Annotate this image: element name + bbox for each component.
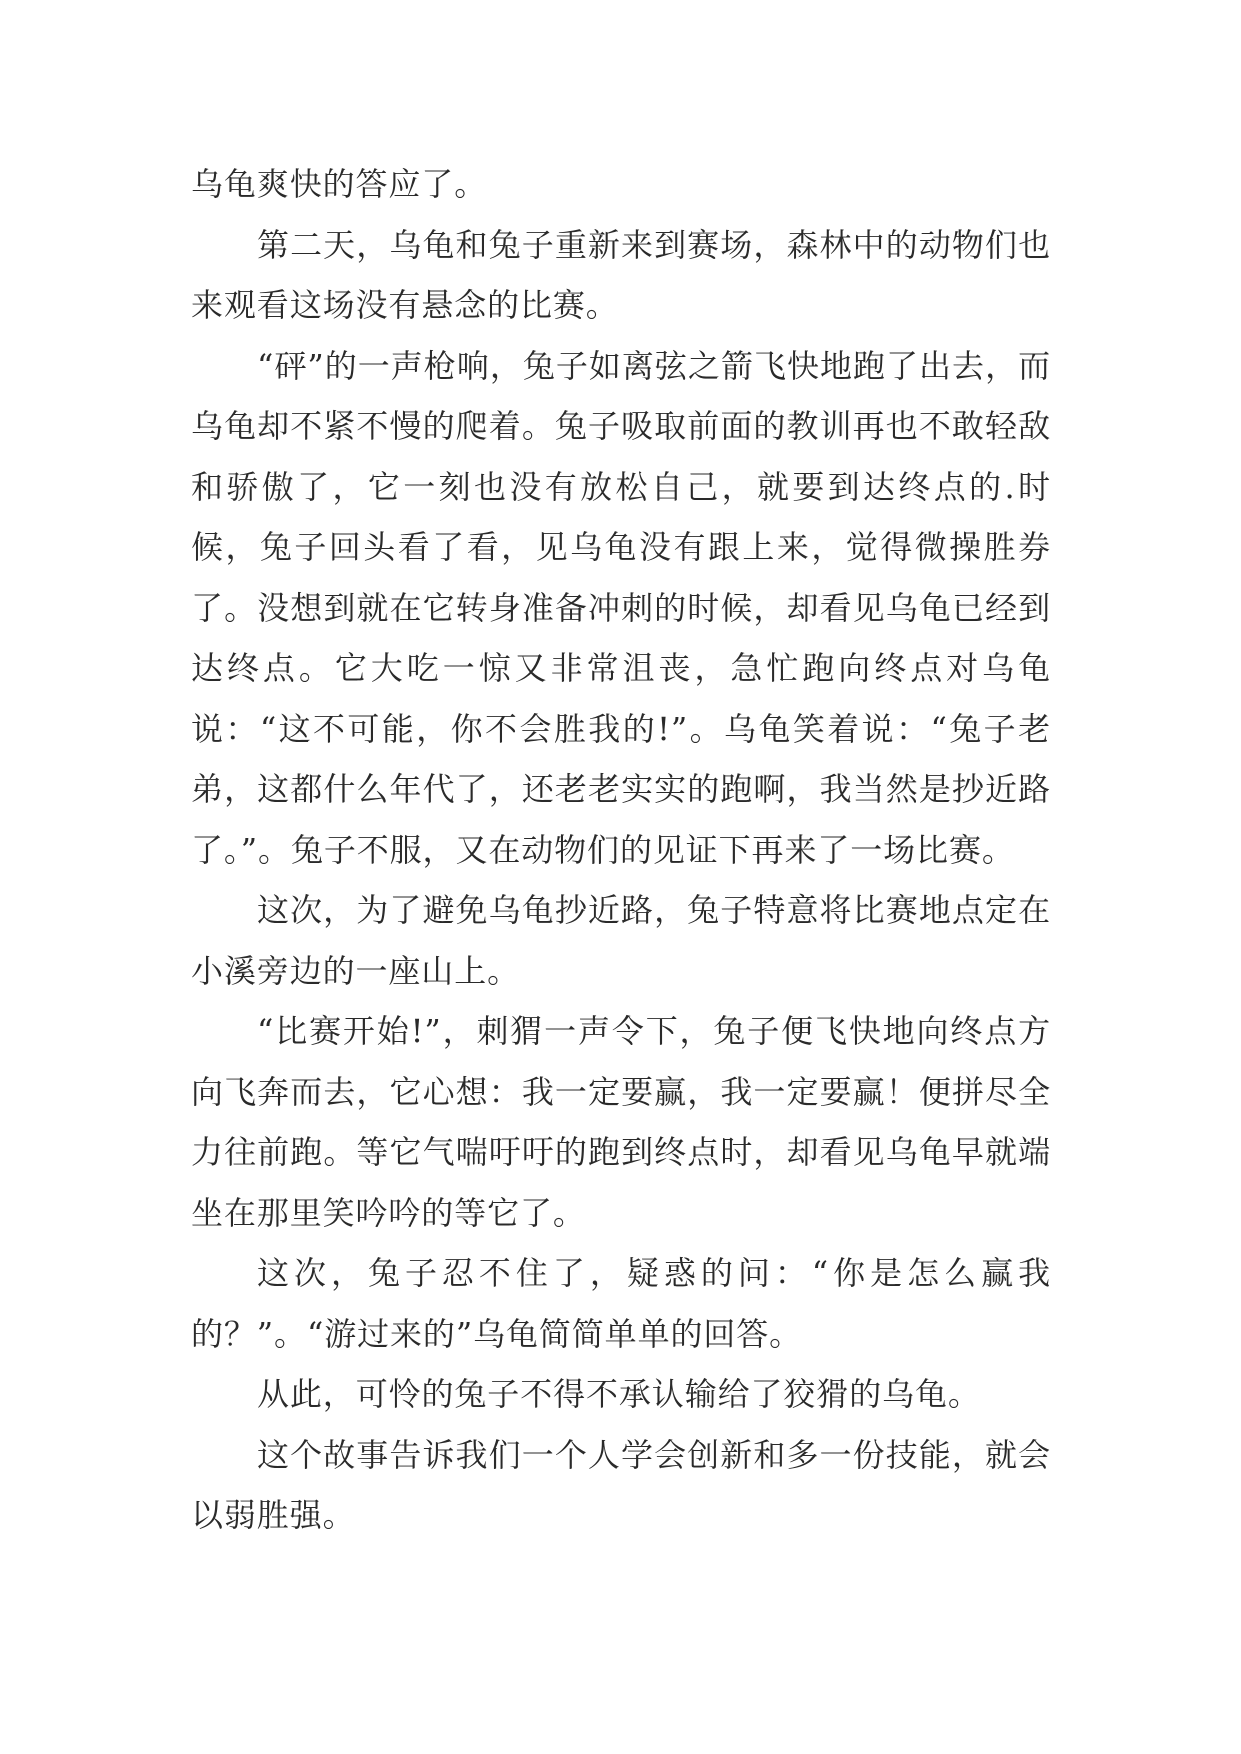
paragraph: 这次，兔子忍不住了，疑惑的问：“你是怎么赢我的？”。“游过来的”乌龟简简单单的回答。 — [191, 1254, 1051, 1353]
document-body — [191, 154, 1051, 1546]
paragraph: 这次，为了避免乌龟抄近路，兔子特意将比赛地点定在小溪旁边的一座山上。 — [191, 891, 1051, 990]
paragraph: 乌龟爽快的答应了。 — [191, 165, 488, 203]
paragraph: “砰”的一声枪响，兔子如离弦之箭飞快地跑了出去，而乌龟却不紧不慢的爬着。兔子吸取前面的教训再也不敢轻敌和骄傲了，它一刻也没有放松自己，就要到达终点的.时候，兔子回头看了看，见乌龟没有跟上来，觉得微操胜券了。没想到就在它转身准备冲刺的时候，却看见乌龟已经到达终点。它大吃一惊又非常沮丧，急忙跑向终点对乌龟说：“这不可能，你不会胜我的!”。乌龟笑着说：“兔子老弟，这都什么年代了，还老老实实的跑啊，我当然是抄近路了。”。兔子不服，又在动物们的见证下再来了一场比赛。 — [191, 346, 1051, 869]
paragraph: 这个故事告诉我们一个人学会创新和多一份技能，就会以弱胜强。 — [191, 1435, 1051, 1534]
paragraph: “比赛开始!”，刺猬一声令下，兔子便飞快地向终点方向飞奔而去，它心想：我一定要赢，我一定要赢！便拼尽全力往前跑。等它气喘吁吁的跑到终点时，却看见乌龟早就端坐在那里笑吟吟的等它了。 — [191, 1012, 1051, 1232]
paragraph: 从此，可怜的兔子不得不承认输给了狡猾的乌龟。 — [257, 1375, 981, 1413]
paragraph: 第二天，乌龟和兔子重新来到赛场，森林中的动物们也来观看这场没有悬念的比赛。 — [191, 225, 1051, 324]
